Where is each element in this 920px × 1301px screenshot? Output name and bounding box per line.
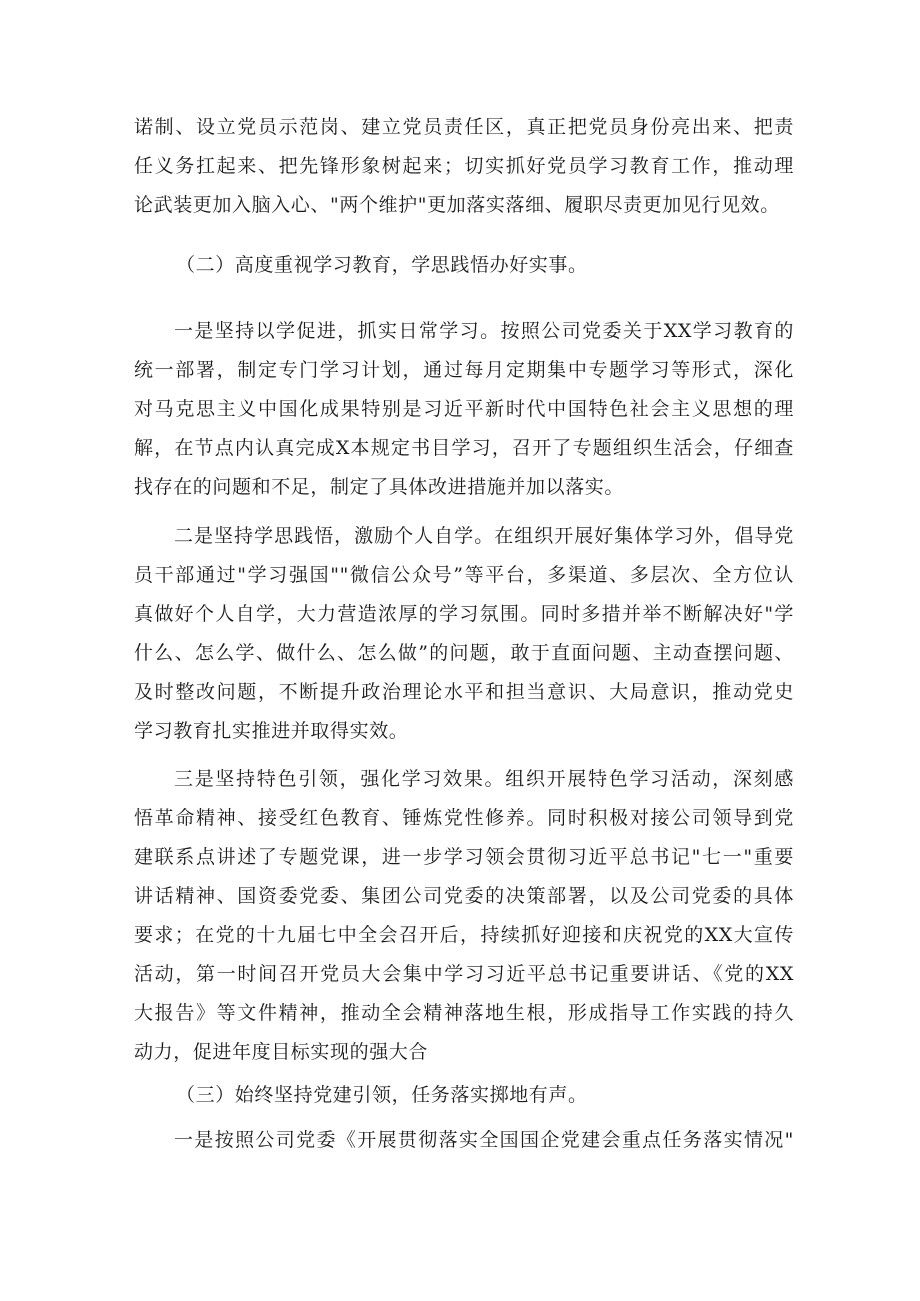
text-line: 大报告》等文件精神，推动全会精神落地生根，形成指导工作实践的持久	[134, 1002, 794, 1024]
section-heading-text: （三）始终坚持党建引领，任务落实掷地有声。	[176, 1084, 588, 1106]
paragraph-party-building-tasks	[134, 1121, 794, 1160]
text-line: 找存在的问题和不足，制定了具体改进措施并加以落实。	[134, 476, 625, 498]
text-line: 建联系点讲述了专题党课，进一步学习领会贯彻习近平总书记"七一"重要	[134, 846, 794, 868]
paragraph-study-daily	[134, 312, 794, 507]
text-line: 动力，促进年度目标实现的强大合	[134, 1041, 429, 1063]
text-line: 二是坚持学思践悟，激励个人自学。在组织开展好集体学习外，倡导党	[174, 525, 794, 547]
text-line: 悟革命精神、接受红色教育、锤炼党性修养。同时积极对接公司领导到党	[134, 807, 794, 829]
text-line: 学习教育扎实推进并取得实效。	[134, 720, 409, 742]
section-heading-3	[176, 1076, 836, 1115]
text-line: 对马克思主义中国化成果特别是习近平新时代中国特色社会主义思想的理	[134, 398, 794, 420]
text-line: 任义务扛起来、把先锋形象树起来；切实抓好党员学习教育工作，推动理	[134, 155, 794, 177]
text-line: 一是坚持以学促进，抓实日常学习。按照公司党委关于XX学习教育的	[174, 320, 794, 342]
paragraph-party-members-commitment	[134, 108, 794, 225]
text-line: 真做好个人自学，大力营造浓厚的学习氛围。同时多措并举不断解决好"学	[134, 603, 794, 625]
paragraph-self-study	[134, 517, 794, 751]
text-line: 论武装更加入脑入心、"两个维护"更加落实落细、履职尽责更加见行见效。	[134, 194, 780, 216]
text-line: 要求；在党的十九届七中全会召开后，持续抓好迎接和庆祝党的XX大宣传	[134, 924, 794, 946]
text-line: 员干部通过"学习强国""微信公众号”等平台，多渠道、多层次、全方位认	[134, 564, 794, 586]
text-line: 三是坚持特色引领，强化学习效果。组织开展特色学习活动，深刻感	[174, 768, 794, 790]
text-line: 解，在节点内认真完成X本规定书目学习，召开了专题组织生活会，仔细查	[134, 437, 794, 459]
text-line: 什么、怎么学、做什么、怎么做”的问题，敢于直面问题、主动查摆问题、	[134, 642, 794, 664]
paragraph-featured-learning	[134, 760, 794, 1072]
text-line: 讲话精神、国资委党委、集团公司党委的决策部署，以及公司党委的具体	[134, 885, 794, 907]
text-line: 统一部署，制定专门学习计划，通过每月定期集中专题学习等形式，深化	[134, 359, 794, 381]
text-line: 一是按照公司党委《开展贯彻落实全国国企党建会重点任务落实情况"	[174, 1129, 794, 1151]
text-line: 及时整改问题，不断提升政治理论水平和担当意识、大局意识，推动党史	[134, 681, 794, 703]
text-line: 活动，第一时间召开党员大会集中学习习近平总书记重要讲话、《党的XX	[134, 963, 794, 985]
text-line: 诺制、设立党员示范岗、建立党员责任区，真正把党员身份亮出来、把责	[134, 116, 794, 138]
section-heading-text: （二）高度重视学习教育，学思践悟办好实事。	[176, 254, 588, 276]
section-heading-2	[176, 246, 836, 285]
